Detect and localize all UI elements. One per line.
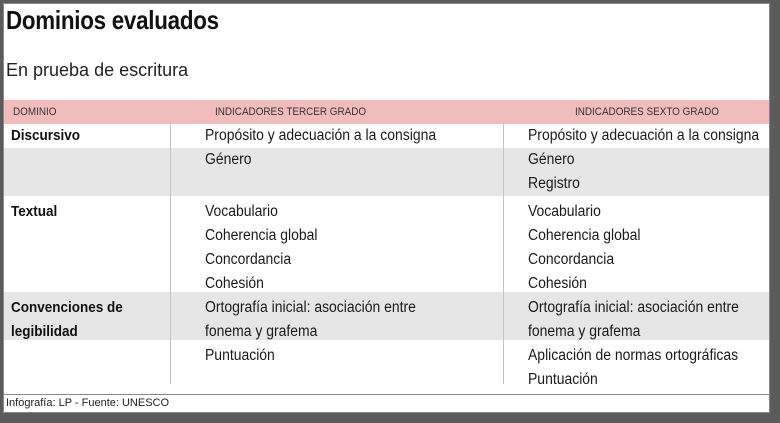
third-grade-indicator: fonema y grafema [205, 323, 318, 340]
footer-divider [4, 394, 770, 395]
domain-label: Convenciones de [11, 299, 123, 316]
column-header-domain: DOMINIO [13, 106, 57, 118]
column-divider [170, 124, 171, 384]
infographic-card [3, 3, 770, 413]
column-divider [503, 124, 504, 384]
source-credit: Infografía: LP - Fuente: UNESCO [6, 397, 170, 409]
third-grade-indicator: Puntuación [205, 347, 275, 364]
third-grade-indicator: Concordancia [205, 251, 292, 268]
third-grade-indicator: Coherencia global [205, 227, 318, 244]
sixth-grade-indicator: Ortografía inicial: asociación entre [528, 299, 739, 316]
sixth-grade-indicator: Género [528, 151, 575, 168]
sixth-grade-indicator: Cohesión [528, 275, 587, 292]
domain-label: Textual [11, 203, 58, 220]
sixth-grade-indicator: Aplicación de normas ortográficas [528, 347, 739, 364]
row-band-discursivo [4, 148, 770, 196]
column-header-third-grade: INDICADORES TERCER GRADO [215, 106, 367, 118]
sixth-grade-indicator: Concordancia [528, 251, 615, 268]
page-title: Dominios evaluados [6, 5, 219, 35]
third-grade-indicator: Género [205, 151, 252, 168]
third-grade-indicator: Cohesión [205, 275, 264, 292]
third-grade-indicator: Ortografía inicial: asociación entre [205, 299, 416, 316]
domain-label: legibilidad [11, 323, 78, 340]
sixth-grade-indicator: Vocabulario [528, 203, 601, 220]
page-subtitle: En prueba de escritura [6, 60, 189, 80]
sixth-grade-indicator: fonema y grafema [528, 323, 641, 340]
third-grade-indicator: Propósito y adecuación a la consigna [205, 127, 437, 144]
domain-label: Discursivo [11, 127, 81, 144]
sixth-grade-indicator: Puntuación [528, 371, 598, 388]
sixth-grade-indicator: Propósito y adecuación a la consigna [528, 127, 760, 144]
sixth-grade-indicator: Coherencia global [528, 227, 641, 244]
table-header [4, 100, 770, 124]
sixth-grade-indicator: Registro [528, 175, 580, 192]
column-header-sixth-grade: INDICADORES SEXTO GRADO [575, 106, 719, 118]
third-grade-indicator: Vocabulario [205, 203, 278, 220]
